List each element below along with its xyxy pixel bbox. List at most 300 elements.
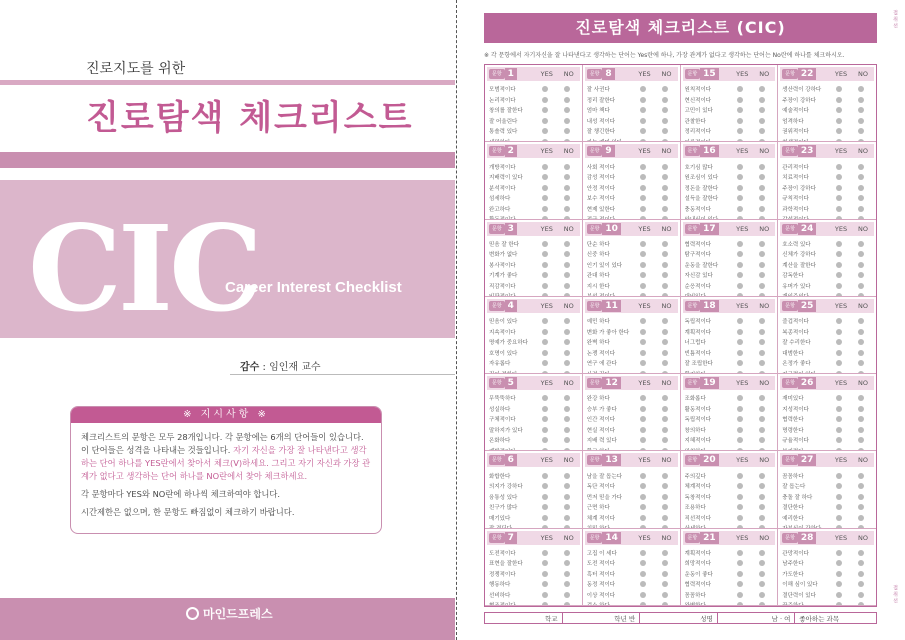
yes-checkbox[interactable] (737, 118, 743, 124)
yes-checkbox[interactable] (737, 262, 743, 268)
no-checkbox[interactable] (858, 515, 864, 521)
yes-checkbox[interactable] (737, 174, 743, 180)
yes-checkbox[interactable] (640, 581, 646, 587)
no-checkbox[interactable] (759, 118, 765, 124)
yes-checkbox[interactable] (836, 360, 842, 366)
yes-checkbox[interactable] (640, 406, 646, 412)
no-checkbox[interactable] (858, 550, 864, 556)
no-checkbox[interactable] (662, 550, 668, 556)
no-checkbox[interactable] (662, 427, 668, 433)
yes-checkbox[interactable] (640, 483, 646, 489)
yes-checkbox[interactable] (640, 602, 646, 606)
no-checkbox[interactable] (564, 195, 570, 201)
yes-checkbox[interactable] (542, 86, 548, 92)
yes-checkbox[interactable] (640, 329, 646, 335)
no-checkbox[interactable] (858, 406, 864, 412)
no-checkbox[interactable] (662, 185, 668, 191)
no-checkbox[interactable] (759, 395, 765, 401)
yes-checkbox[interactable] (542, 427, 548, 433)
yes-checkbox[interactable] (542, 571, 548, 577)
no-checkbox[interactable] (662, 164, 668, 170)
no-checkbox[interactable] (564, 174, 570, 180)
yes-checkbox[interactable] (640, 206, 646, 212)
no-checkbox[interactable] (858, 107, 864, 113)
question-header (780, 453, 874, 467)
no-checkbox[interactable] (564, 86, 570, 92)
no-checkbox[interactable] (858, 164, 864, 170)
yes-checkbox[interactable] (640, 339, 646, 345)
yes-checkbox[interactable] (836, 86, 842, 92)
no-checkbox[interactable] (759, 350, 765, 356)
yes-checkbox[interactable] (737, 483, 743, 489)
no-checkbox[interactable] (662, 241, 668, 247)
yes-checkbox[interactable] (542, 494, 548, 500)
no-checkbox[interactable] (759, 195, 765, 201)
no-checkbox[interactable] (564, 128, 570, 134)
yes-checkbox[interactable] (542, 185, 548, 191)
no-checkbox[interactable] (858, 318, 864, 324)
yes-checkbox[interactable] (542, 251, 548, 257)
no-checkbox[interactable] (759, 406, 765, 412)
yes-checkbox[interactable] (836, 195, 842, 201)
yes-checkbox[interactable] (542, 164, 548, 170)
info-field[interactable]: 학년 반 (563, 613, 641, 623)
no-checkbox[interactable] (564, 350, 570, 356)
yes-checkbox[interactable] (737, 283, 743, 289)
no-checkbox[interactable] (759, 581, 765, 587)
yes-checkbox[interactable] (737, 560, 743, 566)
no-checkbox[interactable] (564, 164, 570, 170)
no-checkbox[interactable] (858, 118, 864, 124)
yes-checkbox[interactable] (836, 473, 842, 479)
no-checkbox[interactable] (662, 262, 668, 268)
yes-checkbox[interactable] (737, 195, 743, 201)
yes-checkbox[interactable] (737, 494, 743, 500)
no-checkbox[interactable] (759, 97, 765, 103)
yes-checkbox[interactable] (737, 406, 743, 412)
no-checkbox[interactable] (858, 571, 864, 577)
no-checkbox[interactable] (564, 571, 570, 577)
yes-checkbox[interactable] (836, 602, 842, 606)
yes-checkbox[interactable] (737, 329, 743, 335)
yes-checkbox[interactable] (836, 339, 842, 345)
no-checkbox[interactable] (564, 550, 570, 556)
yes-checkbox[interactable] (640, 350, 646, 356)
no-checkbox[interactable] (662, 602, 668, 606)
no-checkbox[interactable] (759, 318, 765, 324)
yes-checkbox[interactable] (737, 416, 743, 422)
no-checkbox[interactable] (759, 437, 765, 443)
no-checkbox[interactable] (662, 504, 668, 510)
no-checkbox[interactable] (858, 251, 864, 257)
yes-checkbox[interactable] (836, 416, 842, 422)
yes-checkbox[interactable] (737, 339, 743, 345)
yes-checkbox[interactable] (737, 241, 743, 247)
no-checkbox[interactable] (564, 107, 570, 113)
no-checkbox[interactable] (662, 360, 668, 366)
info-field[interactable]: 남 · 여 (718, 613, 796, 623)
yes-checkbox[interactable] (737, 571, 743, 577)
yes-checkbox[interactable] (640, 107, 646, 113)
yes-checkbox[interactable] (640, 262, 646, 268)
no-checkbox[interactable] (759, 339, 765, 345)
yes-checkbox[interactable] (542, 174, 548, 180)
yes-checkbox[interactable] (836, 107, 842, 113)
no-checkbox[interactable] (662, 592, 668, 598)
yes-checkbox[interactable] (542, 107, 548, 113)
no-checkbox[interactable] (858, 241, 864, 247)
no-checkbox[interactable] (662, 97, 668, 103)
yes-checkbox[interactable] (737, 602, 743, 606)
yes-checkbox[interactable] (542, 504, 548, 510)
yes-checkbox[interactable] (737, 550, 743, 556)
no-checkbox[interactable] (858, 86, 864, 92)
yes-checkbox[interactable] (737, 360, 743, 366)
yes-checkbox[interactable] (836, 592, 842, 598)
yes-checkbox[interactable] (542, 195, 548, 201)
no-checkbox[interactable] (662, 86, 668, 92)
no-checkbox[interactable] (858, 262, 864, 268)
yes-checkbox[interactable] (737, 97, 743, 103)
yes-checkbox[interactable] (640, 118, 646, 124)
no-checkbox[interactable] (759, 571, 765, 577)
no-checkbox[interactable] (759, 416, 765, 422)
yes-checkbox[interactable] (737, 581, 743, 587)
word-label: 근면 하다 (586, 505, 610, 512)
yes-checkbox[interactable] (836, 494, 842, 500)
yes-checkbox[interactable] (737, 107, 743, 113)
yes-checkbox[interactable] (836, 350, 842, 356)
yes-checkbox[interactable] (737, 473, 743, 479)
no-checkbox[interactable] (858, 592, 864, 598)
no-checkbox[interactable] (759, 329, 765, 335)
word-label: 인기 있이 있다 (586, 262, 623, 269)
yes-checkbox[interactable] (836, 504, 842, 510)
no-checkbox[interactable] (662, 107, 668, 113)
yes-checkbox[interactable] (836, 174, 842, 180)
no-checkbox[interactable] (759, 550, 765, 556)
yes-checkbox[interactable] (542, 118, 548, 124)
no-checkbox[interactable] (662, 395, 668, 401)
no-checkbox[interactable] (858, 350, 864, 356)
no-checkbox[interactable] (662, 318, 668, 324)
no-checkbox[interactable] (564, 473, 570, 479)
yes-checkbox[interactable] (836, 560, 842, 566)
yes-checkbox[interactable] (836, 97, 842, 103)
no-checkbox[interactable] (759, 86, 765, 92)
yes-checkbox[interactable] (640, 241, 646, 247)
yes-checkbox[interactable] (737, 395, 743, 401)
no-checkbox[interactable] (662, 581, 668, 587)
yes-checkbox[interactable] (737, 427, 743, 433)
yes-checkbox[interactable] (640, 164, 646, 170)
yes-checkbox[interactable] (640, 185, 646, 191)
yes-checkbox[interactable] (737, 592, 743, 598)
yes-checkbox[interactable] (542, 592, 548, 598)
no-checkbox[interactable] (759, 473, 765, 479)
yes-checkbox[interactable] (836, 329, 842, 335)
yes-checkbox[interactable] (836, 251, 842, 257)
yes-checkbox[interactable] (737, 272, 743, 278)
no-checkbox[interactable] (564, 329, 570, 335)
yes-checkbox[interactable] (836, 241, 842, 247)
yes-checkbox[interactable] (737, 515, 743, 521)
word-row (782, 569, 872, 580)
yes-checkbox[interactable] (542, 416, 548, 422)
no-checkbox[interactable] (662, 251, 668, 257)
no-checkbox[interactable] (759, 107, 765, 113)
no-checkbox[interactable] (564, 283, 570, 289)
no-checkbox[interactable] (858, 602, 864, 606)
yes-checkbox[interactable] (640, 272, 646, 278)
yes-checkbox[interactable] (640, 427, 646, 433)
yes-checkbox[interactable] (640, 395, 646, 401)
no-checkbox[interactable] (759, 494, 765, 500)
yes-checkbox[interactable] (542, 473, 548, 479)
no-checkbox[interactable] (564, 437, 570, 443)
no-checkbox[interactable] (564, 272, 570, 278)
no-checkbox[interactable] (662, 515, 668, 521)
yes-checkbox[interactable] (542, 339, 548, 345)
no-checkbox[interactable] (858, 329, 864, 335)
no-checkbox[interactable] (564, 483, 570, 489)
no-checkbox[interactable] (858, 272, 864, 278)
no-checkbox[interactable] (662, 350, 668, 356)
no-checkbox[interactable] (564, 185, 570, 191)
no-checkbox[interactable] (759, 360, 765, 366)
yes-checkbox[interactable] (640, 318, 646, 324)
yes-checkbox[interactable] (836, 581, 842, 587)
no-checkbox[interactable] (759, 241, 765, 247)
no-checkbox[interactable] (564, 339, 570, 345)
yes-checkbox[interactable] (836, 318, 842, 324)
no-checkbox[interactable] (564, 602, 570, 606)
no-checkbox[interactable] (858, 494, 864, 500)
no-checkbox[interactable] (662, 118, 668, 124)
no-checkbox[interactable] (858, 339, 864, 345)
yes-checkbox[interactable] (836, 262, 842, 268)
no-checkbox[interactable] (858, 483, 864, 489)
yes-checkbox[interactable] (836, 406, 842, 412)
no-checkbox[interactable] (759, 504, 765, 510)
no-checkbox[interactable] (759, 164, 765, 170)
yes-checkbox[interactable] (640, 174, 646, 180)
yes-checkbox[interactable] (640, 494, 646, 500)
yes-checkbox[interactable] (836, 395, 842, 401)
no-checkbox[interactable] (858, 128, 864, 134)
no-checkbox[interactable] (564, 515, 570, 521)
yes-checkbox[interactable] (640, 195, 646, 201)
yes-checkbox[interactable] (737, 86, 743, 92)
no-checkbox[interactable] (759, 174, 765, 180)
yes-checkbox[interactable] (737, 318, 743, 324)
yes-checkbox[interactable] (737, 206, 743, 212)
no-checkbox[interactable] (662, 473, 668, 479)
no-checkbox[interactable] (662, 195, 668, 201)
no-checkbox[interactable] (662, 128, 668, 134)
no-checkbox[interactable] (564, 262, 570, 268)
yes-checkbox[interactable] (542, 581, 548, 587)
yes-checkbox[interactable] (640, 283, 646, 289)
yes-checkbox[interactable] (542, 350, 548, 356)
yes-checkbox[interactable] (836, 483, 842, 489)
yes-checkbox[interactable] (542, 483, 548, 489)
yes-checkbox[interactable] (640, 571, 646, 577)
yes-checkbox[interactable] (836, 206, 842, 212)
no-checkbox[interactable] (564, 318, 570, 324)
no-checkbox[interactable] (564, 118, 570, 124)
yes-checkbox[interactable] (836, 118, 842, 124)
yes-checkbox[interactable] (542, 437, 548, 443)
no-checkbox[interactable] (564, 97, 570, 103)
yes-checkbox[interactable] (836, 283, 842, 289)
yes-checkbox[interactable] (542, 206, 548, 212)
no-checkbox[interactable] (662, 560, 668, 566)
yes-checkbox[interactable] (640, 504, 646, 510)
yes-checkbox[interactable] (640, 86, 646, 92)
no-checkbox[interactable] (759, 283, 765, 289)
no-checkbox[interactable] (759, 251, 765, 257)
no-checkbox[interactable] (858, 195, 864, 201)
yes-checkbox[interactable] (640, 128, 646, 134)
no-checkbox[interactable] (858, 427, 864, 433)
no-checkbox[interactable] (759, 602, 765, 606)
info-field[interactable]: 학교 (485, 613, 563, 623)
yes-checkbox[interactable] (737, 128, 743, 134)
no-checkbox[interactable] (759, 483, 765, 489)
yes-checkbox[interactable] (542, 241, 548, 247)
yes-checkbox[interactable] (836, 272, 842, 278)
yes-checkbox[interactable] (737, 251, 743, 257)
yes-checkbox[interactable] (542, 318, 548, 324)
yes-checkbox[interactable] (737, 504, 743, 510)
no-checkbox[interactable] (759, 592, 765, 598)
sheet-instruction: ※ 각 문항에서 자기자신을 잘 나타낸다고 생각하는 단어는 Yes란에 하나, 가장 관계가 없다고 생각하는 단어는 No란에 하나를 체크하시오. (484, 52, 845, 59)
no-checkbox[interactable] (662, 339, 668, 345)
no-checkbox[interactable] (662, 571, 668, 577)
yes-checkbox[interactable] (640, 560, 646, 566)
no-checkbox[interactable] (564, 416, 570, 422)
info-field[interactable]: 성명 (640, 613, 718, 623)
no-checkbox[interactable] (759, 515, 765, 521)
no-checkbox[interactable] (858, 416, 864, 422)
yes-checkbox[interactable] (640, 592, 646, 598)
yes-checkbox[interactable] (640, 416, 646, 422)
yes-checkbox[interactable] (542, 406, 548, 412)
no-checkbox[interactable] (662, 437, 668, 443)
info-field[interactable]: 좋아하는 과목 (799, 614, 840, 623)
yes-checkbox[interactable] (737, 350, 743, 356)
no-checkbox[interactable] (662, 416, 668, 422)
no-checkbox[interactable] (858, 560, 864, 566)
yes-checkbox[interactable] (737, 437, 743, 443)
yes-checkbox[interactable] (542, 329, 548, 335)
yes-checkbox[interactable] (640, 360, 646, 366)
no-checkbox[interactable] (759, 185, 765, 191)
yes-checkbox[interactable] (737, 185, 743, 191)
no-checkbox[interactable] (564, 251, 570, 257)
yes-checkbox[interactable] (542, 97, 548, 103)
no-checkbox[interactable] (564, 504, 570, 510)
no-checkbox[interactable] (662, 206, 668, 212)
no-checkbox[interactable] (858, 360, 864, 366)
no-checkbox[interactable] (759, 560, 765, 566)
no-checkbox[interactable] (759, 206, 765, 212)
yes-checkbox[interactable] (542, 283, 548, 289)
yes-label: YES (638, 224, 651, 233)
yes-checkbox[interactable] (542, 602, 548, 606)
yes-checkbox[interactable] (542, 272, 548, 278)
no-checkbox[interactable] (564, 427, 570, 433)
no-checkbox[interactable] (564, 494, 570, 500)
yes-checkbox[interactable] (737, 164, 743, 170)
yes-checkbox[interactable] (836, 571, 842, 577)
yes-checkbox[interactable] (542, 515, 548, 521)
no-checkbox[interactable] (662, 483, 668, 489)
no-checkbox[interactable] (858, 185, 864, 191)
no-checkbox[interactable] (759, 427, 765, 433)
no-checkbox[interactable] (858, 395, 864, 401)
no-checkbox[interactable] (662, 174, 668, 180)
yes-checkbox[interactable] (836, 185, 842, 191)
yes-checkbox[interactable] (640, 550, 646, 556)
no-checkbox[interactable] (564, 592, 570, 598)
yes-checkbox[interactable] (836, 427, 842, 433)
no-checkbox[interactable] (858, 97, 864, 103)
yes-checkbox[interactable] (542, 395, 548, 401)
yes-checkbox[interactable] (836, 515, 842, 521)
yes-checkbox[interactable] (542, 560, 548, 566)
no-checkbox[interactable] (564, 395, 570, 401)
yes-checkbox[interactable] (542, 128, 548, 134)
yes-checkbox[interactable] (542, 360, 548, 366)
yes-checkbox[interactable] (836, 164, 842, 170)
no-checkbox[interactable] (858, 437, 864, 443)
no-checkbox[interactable] (858, 581, 864, 587)
no-checkbox[interactable] (564, 206, 570, 212)
no-checkbox[interactable] (759, 128, 765, 134)
yes-checkbox[interactable] (640, 97, 646, 103)
no-checkbox[interactable] (662, 283, 668, 289)
no-checkbox[interactable] (662, 494, 668, 500)
no-checkbox[interactable] (759, 272, 765, 278)
yes-checkbox[interactable] (640, 473, 646, 479)
no-checkbox[interactable] (662, 329, 668, 335)
no-checkbox[interactable] (564, 241, 570, 247)
yes-checkbox[interactable] (640, 251, 646, 257)
yes-checkbox[interactable] (836, 437, 842, 443)
no-checkbox[interactable] (564, 560, 570, 566)
yes-checkbox[interactable] (640, 437, 646, 443)
yes-checkbox[interactable] (836, 128, 842, 134)
no-checkbox[interactable] (858, 174, 864, 180)
no-checkbox[interactable] (858, 473, 864, 479)
no-checkbox[interactable] (564, 360, 570, 366)
yes-checkbox[interactable] (542, 550, 548, 556)
yes-checkbox[interactable] (836, 550, 842, 556)
no-checkbox[interactable] (564, 581, 570, 587)
no-checkbox[interactable] (662, 406, 668, 412)
yes-checkbox[interactable] (640, 515, 646, 521)
yes-checkbox[interactable] (542, 262, 548, 268)
no-checkbox[interactable] (564, 406, 570, 412)
no-checkbox[interactable] (858, 283, 864, 289)
no-checkbox[interactable] (858, 504, 864, 510)
no-checkbox[interactable] (858, 206, 864, 212)
no-checkbox[interactable] (759, 262, 765, 268)
word-label: 직감적이다 (489, 283, 516, 290)
no-checkbox[interactable] (662, 272, 668, 278)
